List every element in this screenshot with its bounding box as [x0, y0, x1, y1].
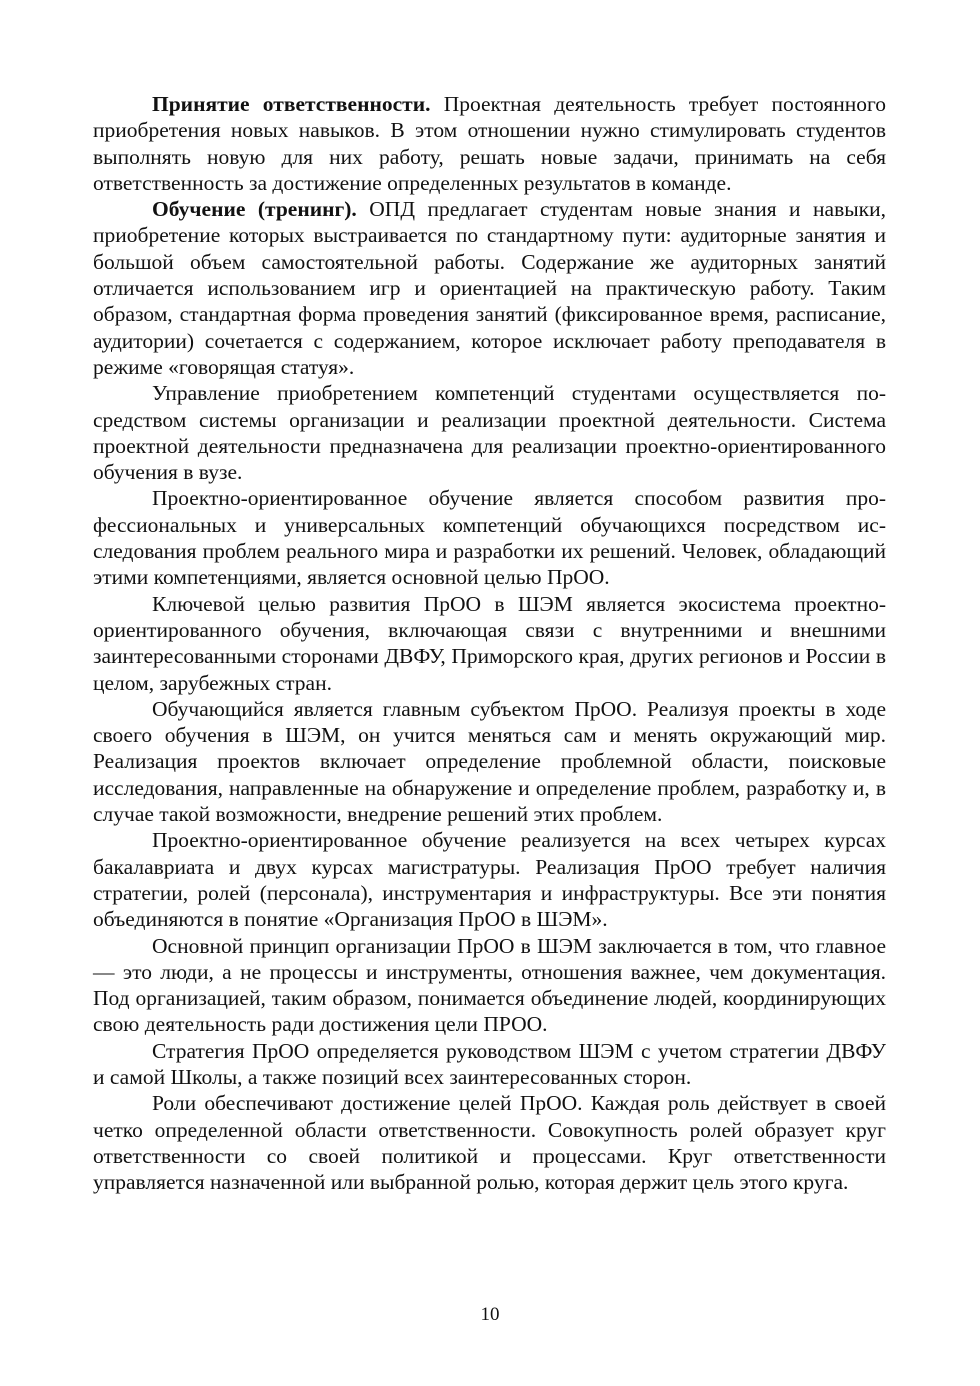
- paragraph-learner: [93, 696, 886, 827]
- paragraph-text: Роли обеспечивают достижение целей ПрОО. Каждая роль действует в своей четко определенной области ответственности. Совокупность ролей образует круг ответственности со своей политикой и процессами. Круг ответственности управляется назначенной или выбранной ролью, которая держит цель этого круга.: [93, 1091, 886, 1195]
- paragraph-text: Обучающийся является главным субъектом ПрОО. Реализуя проекты в ходе своего обучения в ШЭМ, он учится меняться сам и менять окружающий мир. Реализация проектов включает определение проблемной области, поисковые исследования, направленные на обнаружение и определение проблем, разработку и, в случае такой возможности, внедрение решений этих проблем.: [93, 696, 886, 827]
- body-text: [93, 91, 886, 1195]
- paragraph-training: [93, 196, 886, 380]
- paragraph-text: Проектно-ориентированное обучение является способом развития профессиональных и универсальных компетенций обучающихся посредством исследования проблем реального мира и разработки их решений. Человек, обладающий этими компетенциями, является основной целью ПрОО.: [93, 486, 886, 590]
- paragraph-text: Ключевой целью развития ПрОО в ШЭМ является экосистема проектно-ориентированного обучения, включающая связи с внутренними и внешними заинтересованными сторонами ДВФУ, Приморского края, других регионов и России в целом, зарубежных стран.: [93, 591, 886, 695]
- paragraph-lead: Обучение (тренинг).: [152, 197, 357, 222]
- paragraph-implementation: [93, 827, 886, 932]
- paragraph-text: ОПД предлагает студентам новые знания и навыки, приобретение которых выстраивается по стандартному пути: аудиторные занятия и большой объем самостоятельной работы. Содержание же аудиторных занятий отличается использованием игр и ориентацией на практическую работу. Таким образом, стандартная форма проведения занятий (фиксированное время, расписание, аудитории) сочетается с содержанием, которое исключает работу преподавателя в режиме «говорящая статуя».: [93, 197, 886, 379]
- paragraph-competence-management: [93, 380, 886, 485]
- paragraph-text: Управление приобретением компетенций студентами осуществляется посредством системы организации и реализации проектной деятельности. Система проектной деятельности предназначена для реализации проектно-ориентированного обучения в вузе.: [93, 381, 886, 485]
- paragraph-text: Проектно-ориентированное обучение реализуется на всех четырех курсах бакалавриата и двух курсах магистратуры. Реализация ПрОО требует наличия стратегии, ролей (персонала), инструментария и инфраструктуры. Все эти понятия объединяются в понятие «Организация ПрОО в ШЭМ».: [93, 828, 886, 932]
- paragraph-roles: [93, 1090, 886, 1195]
- paragraph-principle: [93, 933, 886, 1038]
- paragraph-responsibility: [93, 91, 886, 196]
- paragraph-project-learning: [93, 485, 886, 590]
- paragraph-key-goal: [93, 591, 886, 696]
- paragraph-strategy: [93, 1038, 886, 1091]
- page-number: 10: [480, 1304, 500, 1325]
- paragraph-text: Стратегия ПрОО определяется руководством ШЭМ с учетом стратегии ДВФУ и самой Школы, а также позиций всех заинтересованных сторон.: [93, 1038, 886, 1089]
- paragraph-text: Основной принцип организации ПрОО в ШЭМ заключается в том, что главное — это люди, а не процессы и инструменты, отношения важнее, чем документация. Под организацией, таким образом, понимается объединение людей, координирующих свою деятельность ради достижения цели ПРОО.: [93, 933, 886, 1037]
- paragraph-text: Проектная деятельность требует постоянного приобретения новых навыков. В этом отношении нужно стимулировать студентов выполнять новую для них работу, решать новые задачи, принимать на себя ответственность за достижение определенных результатов в команде.: [93, 92, 887, 195]
- paragraph-lead: Принятие ответственности.: [152, 92, 431, 116]
